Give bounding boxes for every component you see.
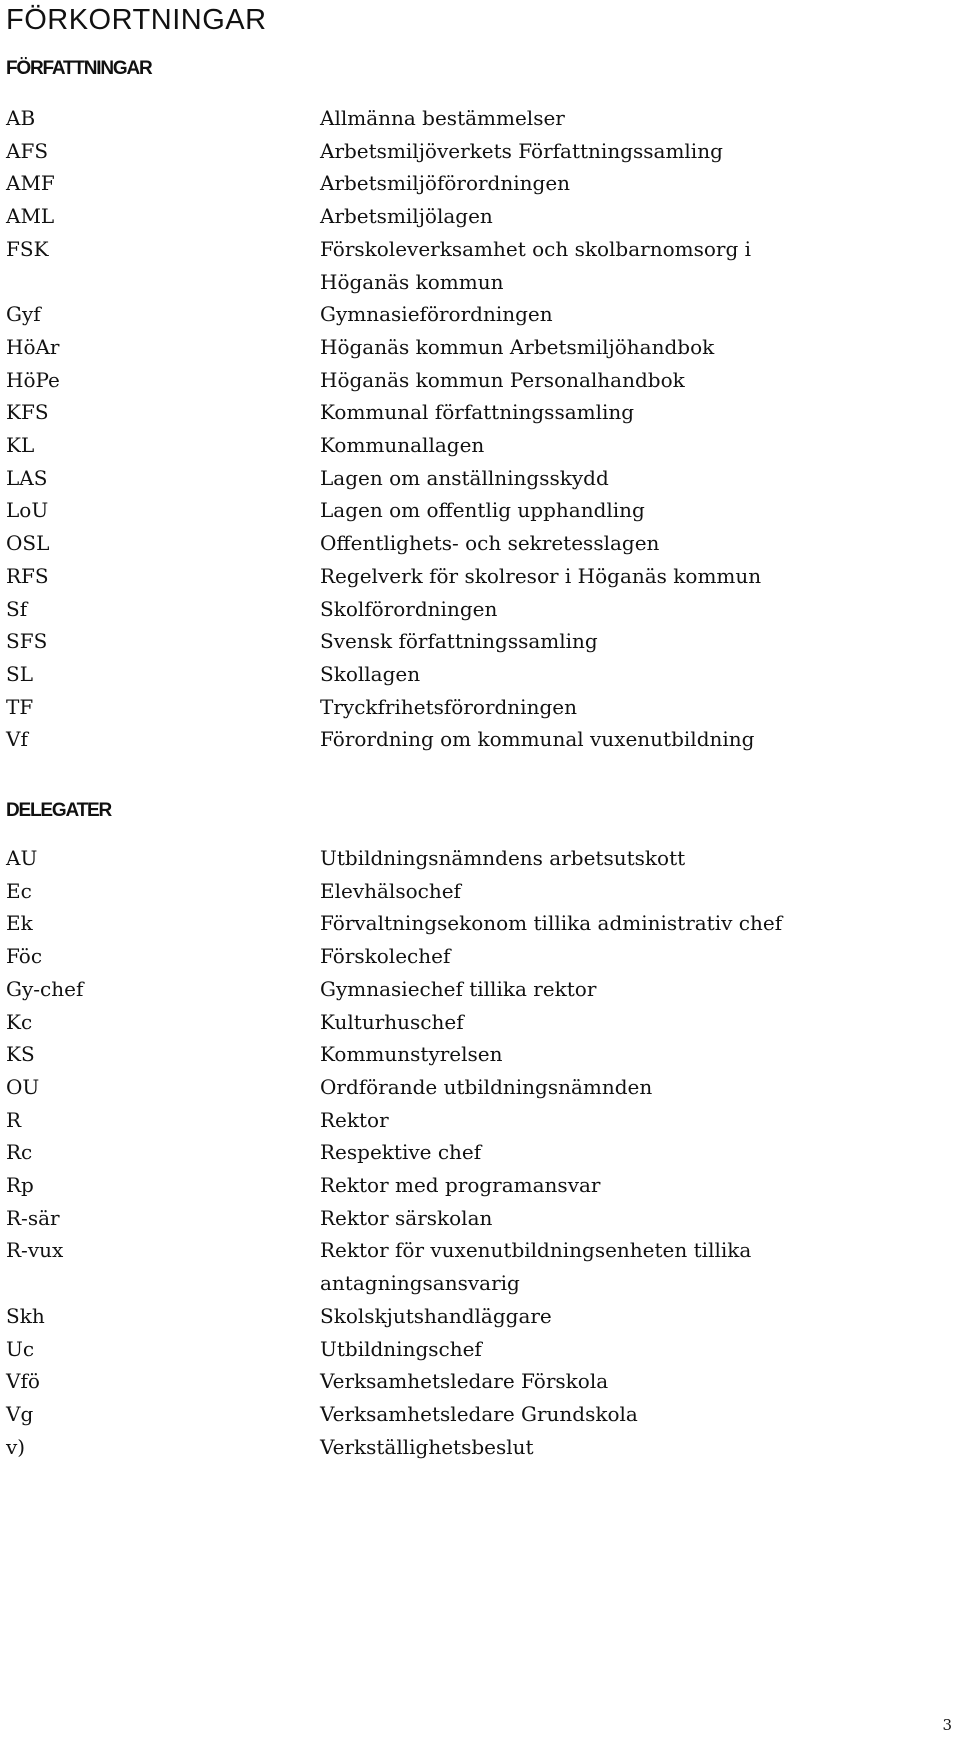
abbreviation-description: Rektor: [320, 1107, 389, 1132]
list-item: [6, 364, 906, 397]
page-title: FÖRKORTNINGAR: [6, 4, 267, 36]
abbreviation-code: KFS: [6, 400, 49, 425]
list-item: [6, 1431, 906, 1464]
abbreviation-code: v): [6, 1434, 26, 1459]
abbreviation-description: Förvaltningsekonom tillika administrativ chef: [320, 911, 783, 936]
abbreviation-description: Arbetsmiljöförordningen: [320, 171, 571, 196]
list-item: [6, 1398, 906, 1431]
abbreviation-description: Kommunal författningssamling: [320, 400, 635, 425]
abbreviation-description: Höganäs kommun Arbetsmiljöhandbok: [320, 334, 715, 359]
abbreviation-code: Kc: [6, 1009, 33, 1034]
abbreviation-description: Allmänna bestämmelser: [320, 106, 565, 130]
abbreviation-description: Förskolechef: [320, 944, 451, 969]
abbreviation-code: Uc: [6, 1336, 35, 1361]
list-item: [6, 1006, 906, 1039]
abbreviation-description: Verksamhetsledare Grundskola: [320, 1401, 638, 1426]
list-item: [6, 875, 906, 908]
abbreviation-code: R: [6, 1107, 22, 1132]
abbreviation-description: Regelverk för skolresor i Höganäs kommun: [320, 563, 762, 588]
list-item: [6, 658, 906, 691]
abbreviation-description: Förskoleverksamhet och skolbarnomsorg i Höganäs kommun: [320, 236, 752, 294]
section-heading-forfattningar: FÖRFATTNINGAR: [6, 58, 152, 79]
forfattningar-list: [6, 102, 906, 756]
list-item: [6, 1365, 906, 1398]
abbreviation-code: SFS: [6, 629, 48, 654]
abbreviation-description: Gymnasiechef tillika rektor: [320, 976, 597, 1001]
abbreviation-code: AB: [6, 106, 36, 130]
abbreviation-code: Sf: [6, 596, 28, 621]
abbreviation-description: Höganäs kommun Personalhandbok: [320, 367, 685, 392]
abbreviation-description: Ordförande utbildningsnämnden: [320, 1074, 653, 1099]
abbreviation-description: Verkställighetsbeslut: [320, 1434, 534, 1459]
list-item: [6, 593, 906, 626]
abbreviation-code: FSK: [6, 236, 49, 261]
abbreviation-code: AU: [6, 846, 38, 870]
abbreviation-code: SL: [6, 661, 33, 686]
abbreviation-description: Skollagen: [320, 661, 421, 686]
abbreviation-code: R-sär: [6, 1205, 60, 1230]
list-item: [6, 298, 906, 331]
list-item: [6, 1136, 906, 1169]
abbreviation-description: Elevhälsochef: [320, 878, 461, 903]
list-item: [6, 560, 906, 593]
abbreviation-code: Vg: [6, 1401, 34, 1426]
list-item: [6, 1300, 906, 1333]
abbreviation-code: Gyf: [6, 302, 41, 327]
abbreviation-code: OSL: [6, 531, 50, 556]
list-item: [6, 1333, 906, 1366]
abbreviation-code: Rp: [6, 1173, 34, 1198]
abbreviation-description: Rektor särskolan: [320, 1205, 493, 1230]
list-item: [6, 1104, 906, 1137]
abbreviation-code: KS: [6, 1042, 35, 1067]
abbreviation-description: Skolförordningen: [320, 596, 498, 621]
section-heading-delegater: DELEGATER: [6, 800, 111, 821]
abbreviation-description: Verksamhetsledare Förskola: [320, 1369, 609, 1394]
list-item: [6, 973, 906, 1006]
abbreviation-description: Rektor för vuxenutbildningsenheten tillika antagningsansvarig: [320, 1238, 752, 1296]
abbreviation-description: Respektive chef: [320, 1140, 482, 1165]
abbreviation-code: RFS: [6, 563, 49, 588]
list-item: [6, 723, 906, 756]
abbreviation-code: LoU: [6, 498, 49, 523]
abbreviation-description: Gymnasieförordningen: [320, 302, 553, 327]
abbreviation-description: Rektor med programansvar: [320, 1173, 601, 1198]
abbreviation-code: OU: [6, 1074, 40, 1099]
page-number: 3: [942, 1716, 952, 1734]
list-item: [6, 907, 906, 940]
list-item: [6, 429, 906, 462]
list-item: [6, 135, 906, 168]
abbreviation-code: Ec: [6, 878, 32, 903]
abbreviation-description: Svensk författningssamling: [320, 629, 598, 654]
abbreviation-description: Kommunstyrelsen: [320, 1042, 503, 1067]
abbreviation-description: Arbetsmiljölagen: [320, 204, 493, 229]
abbreviation-description: Förordning om kommunal vuxenutbildning: [320, 727, 755, 752]
abbreviation-code: HöAr: [6, 334, 60, 359]
abbreviation-code: R-vux: [6, 1238, 64, 1263]
abbreviation-code: Rc: [6, 1140, 33, 1165]
list-item: [6, 1038, 906, 1071]
list-item: [6, 940, 906, 973]
abbreviation-code: Skh: [6, 1303, 45, 1328]
list-item: [6, 842, 906, 875]
abbreviation-code: TF: [6, 694, 34, 719]
list-item: [6, 494, 906, 527]
abbreviation-code: HöPe: [6, 367, 60, 392]
abbreviation-description: Utbildningsnämndens arbetsutskott: [320, 846, 686, 870]
delegater-list: [6, 842, 906, 1463]
abbreviation-code: Vfö: [6, 1369, 40, 1394]
list-item: [6, 233, 906, 298]
list-item: [6, 527, 906, 560]
abbreviation-description: Lagen om anställningsskydd: [320, 465, 609, 490]
list-item: [6, 1234, 906, 1299]
abbreviation-description: Tryckfrihetsförordningen: [320, 694, 577, 719]
abbreviation-description: Offentlighets- och sekretesslagen: [320, 531, 660, 556]
list-item: [6, 625, 906, 658]
abbreviation-description: Kommunallagen: [320, 433, 485, 458]
abbreviation-code: AML: [6, 204, 55, 229]
list-item: [6, 1202, 906, 1235]
abbreviation-code: Vf: [6, 727, 28, 752]
abbreviation-description: Lagen om offentlig upphandling: [320, 498, 645, 523]
abbreviation-code: AFS: [6, 138, 49, 163]
abbreviation-code: Gy-chef: [6, 976, 84, 1001]
list-item: [6, 1071, 906, 1104]
abbreviation-code: LAS: [6, 465, 48, 490]
list-item: [6, 200, 906, 233]
list-item: [6, 331, 906, 364]
abbreviation-code: KL: [6, 433, 35, 458]
abbreviation-description: Kulturhuschef: [320, 1009, 464, 1034]
abbreviation-code: Ek: [6, 911, 33, 936]
list-item: [6, 102, 906, 135]
list-item: [6, 1169, 906, 1202]
list-item: [6, 396, 906, 429]
abbreviation-description: Arbetsmiljöverkets Författningssamling: [320, 138, 723, 163]
abbreviation-description: Skolskjutshandläggare: [320, 1303, 552, 1328]
abbreviation-code: AMF: [6, 171, 55, 196]
list-item: [6, 691, 906, 724]
list-item: [6, 167, 906, 200]
abbreviation-code: Föc: [6, 944, 43, 969]
abbreviation-description: Utbildningschef: [320, 1336, 482, 1361]
list-item: [6, 462, 906, 495]
